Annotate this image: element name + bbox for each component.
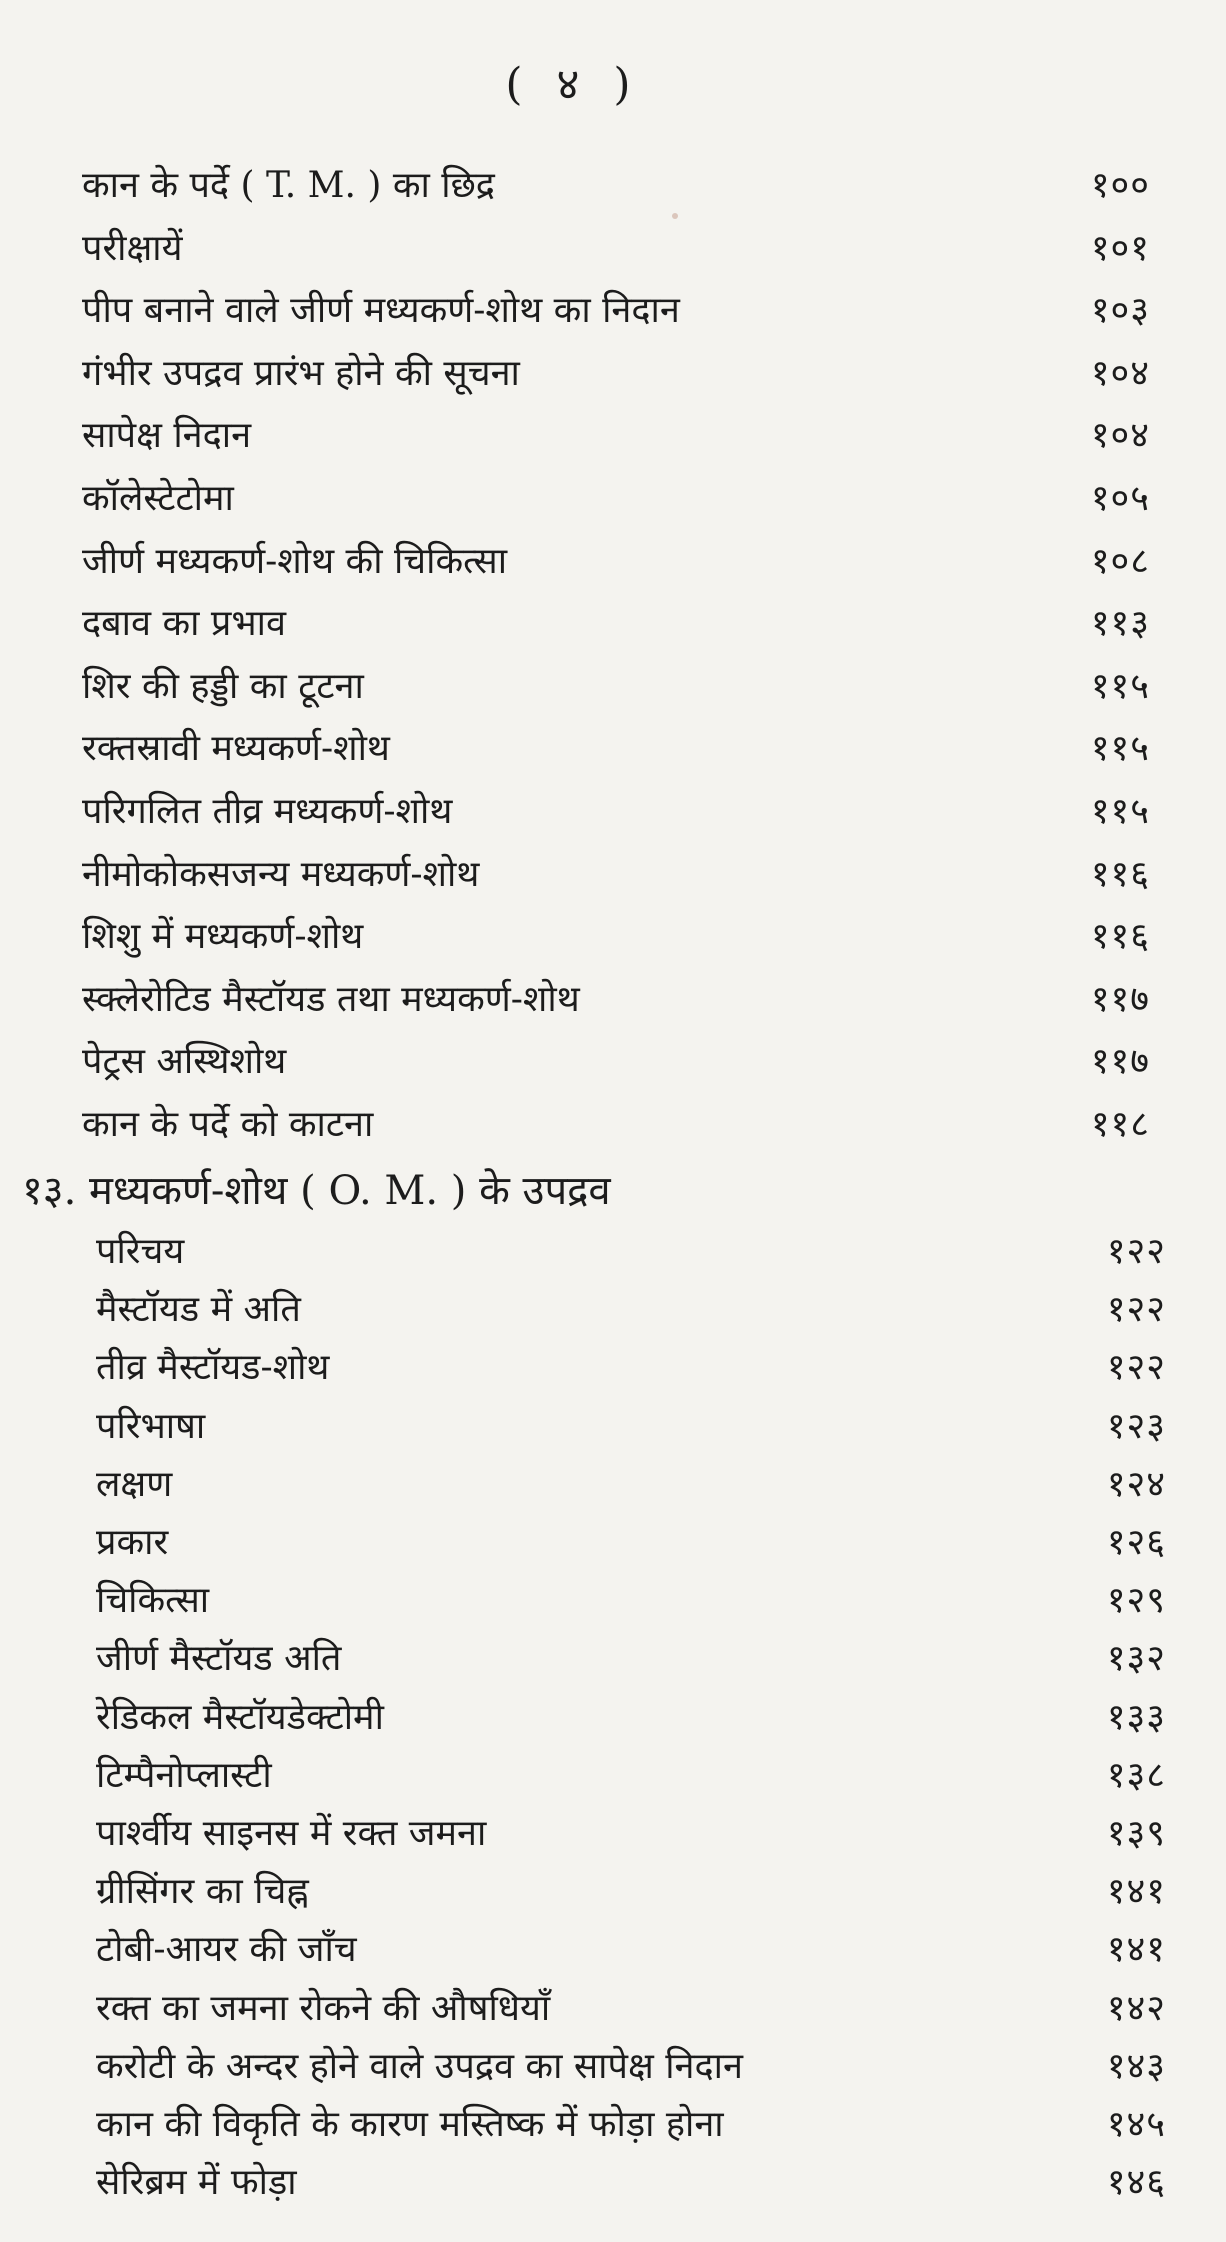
toc-entry	[96, 2039, 1166, 2095]
toc-entry-page: १४२	[1106, 1987, 1166, 2029]
toc-entry	[96, 1690, 1166, 1746]
toc-entry-page: १०३	[1090, 290, 1150, 332]
toc-entry	[82, 721, 1150, 777]
toc-entry-page: १२२	[1106, 1347, 1166, 1389]
toc-entry	[96, 1864, 1166, 1920]
toc-entry-page: ११५	[1090, 791, 1150, 832]
toc-entry-page: १४१	[1106, 1929, 1166, 1971]
toc-entry-title: शिशु में मध्यकर्ण-शोथ	[82, 916, 364, 958]
toc-entry-title: सापेक्ष निदान	[82, 415, 252, 457]
toc-entry-page: १०४	[1090, 352, 1150, 394]
toc-entry	[82, 158, 1150, 214]
toc-entry-page: १०५	[1090, 478, 1150, 519]
toc-entry-title: करोटी के अन्दर होने वाले उपद्रव का सापेक्ष निदान	[96, 2045, 743, 2087]
toc-entry	[82, 346, 1150, 402]
toc-entry	[96, 1340, 1166, 1396]
toc-entry-title: चिकित्सा	[96, 1580, 210, 1622]
toc-entry-page: १४६	[1106, 2162, 1166, 2204]
toc-entry-page: ११८	[1090, 1104, 1150, 1145]
toc-entry	[96, 1748, 1166, 1804]
toc-entry-title: कान के पर्दे ( T. M. ) का छिद्र	[82, 165, 495, 206]
toc-entry	[96, 1631, 1166, 1687]
toc-entry-page: १४३	[1106, 2045, 1166, 2087]
toc-entry-title: ग्रीसिंगर का चिह्न	[96, 1871, 309, 1913]
toc-entry	[96, 1515, 1166, 1571]
toc-entry-title: दबाव का प्रभाव	[82, 603, 287, 645]
section-heading-13: १३. मध्यकर्ण-शोथ ( O. M. ) के उपद्रव	[22, 1168, 611, 1214]
toc-entry	[82, 471, 1150, 527]
toc-entry-page: १२६	[1106, 1522, 1166, 1563]
toc-entry	[82, 283, 1150, 339]
toc-entry-page: ११५	[1090, 728, 1150, 770]
toc-entry-title: जीर्ण मध्यकर्ण-शोथ की चिकित्सा	[82, 540, 508, 582]
toc-entry-title: परिगलित तीव्र मध्यकर्ण-शोथ	[82, 791, 453, 832]
toc-entry	[82, 659, 1150, 715]
page-number: ( ४ )	[505, 59, 641, 110]
toc-entry-page: १०४	[1090, 415, 1150, 457]
toc-entry	[82, 534, 1150, 590]
toc-entry	[82, 408, 1150, 464]
toc-entry-page: १०१	[1090, 227, 1150, 269]
toc-entry-page: १४१	[1106, 1871, 1166, 1913]
toc-entry	[96, 1981, 1166, 2037]
toc-entry	[96, 1806, 1166, 1862]
toc-entry-page: १३९	[1106, 1813, 1166, 1854]
toc-entry	[82, 596, 1150, 652]
toc-entry-title: नीमोकोकसजन्य मध्यकर्ण-शोथ	[82, 853, 480, 895]
toc-entry-page: १२४	[1106, 1463, 1166, 1505]
toc-entry	[96, 1282, 1166, 1338]
toc-entry	[96, 1922, 1166, 1978]
toc-entry-title: परिभाषा	[96, 1405, 206, 1447]
toc-entry	[82, 1097, 1150, 1153]
toc-entry	[82, 972, 1150, 1028]
toc-entry-page: ११७	[1090, 978, 1150, 1020]
toc-entry	[96, 1399, 1166, 1455]
toc-entry-title: मैस्टॉयड में अति	[96, 1289, 301, 1331]
toc-entry	[96, 2097, 1166, 2153]
toc-entry-page: १२३	[1106, 1405, 1166, 1447]
toc-entry-title: पेट्रस अस्थिशोथ	[82, 1041, 287, 1083]
toc-entry	[96, 1457, 1166, 1513]
toc-entry-title: पार्श्वीय साइनस में रक्त जमना	[96, 1813, 487, 1854]
paper-speck	[672, 213, 678, 219]
toc-entry-title: जीर्ण मैस्टॉयड अति	[96, 1638, 342, 1680]
toc-entry-title: कान के पर्दे को काटना	[82, 1104, 374, 1145]
toc-entry-page: १३३	[1106, 1696, 1166, 1738]
toc-entry-title: स्क्लेरोटिड मैस्टॉयड तथा मध्यकर्ण-शोथ	[82, 978, 580, 1020]
toc-entry-page: ११७	[1090, 1041, 1150, 1083]
toc-entry-title: शिर की हड्डी का टूटना	[82, 665, 364, 707]
toc-entry-title: लक्षण	[96, 1463, 173, 1505]
toc-entry-page: १४५	[1106, 2104, 1166, 2145]
toc-entry-page: ११६	[1090, 853, 1150, 895]
toc-entry-title: कॉलेस्टेटोमा	[82, 478, 234, 519]
toc-entry-page: ११६	[1090, 916, 1150, 958]
toc-entry-page: १००	[1090, 165, 1150, 206]
toc-entry-title: गंभीर उपद्रव प्रारंभ होने की सूचना	[82, 352, 520, 394]
toc-entry-page: १३८	[1106, 1754, 1166, 1796]
toc-entry-title: तीव्र मैस्टॉयड-शोथ	[96, 1347, 330, 1389]
toc-entry	[96, 1573, 1166, 1629]
toc-entry-title: टोबी-आयर की जाँच	[96, 1929, 357, 1971]
toc-entry-title: सेरिब्रम में फोड़ा	[96, 2162, 297, 2204]
toc-entry	[82, 847, 1150, 903]
toc-entry-page: १२२	[1106, 1289, 1166, 1331]
toc-entry-title: पीप बनाने वाले जीर्ण मध्यकर्ण-शोथ का निदान	[82, 290, 680, 332]
toc-entry-page: १३२	[1106, 1638, 1166, 1680]
toc-entry-page: १२९	[1106, 1580, 1166, 1622]
toc-entry-title: परीक्षायें	[82, 227, 183, 269]
toc-entry-page: ११३	[1090, 603, 1150, 645]
toc-entry	[96, 2155, 1166, 2211]
toc-entry	[82, 221, 1150, 277]
toc-entry-title: परिचय	[96, 1231, 185, 1272]
toc-entry-title: रक्त का जमना रोकने की औषधियाँ	[96, 1987, 551, 2029]
toc-entry-page: १०८	[1090, 540, 1150, 582]
toc-entry	[82, 909, 1150, 965]
toc-entry-page: १२२	[1106, 1231, 1166, 1272]
toc-entry-page: ११५	[1090, 665, 1150, 707]
toc-entry-title: रक्तस्रावी मध्यकर्ण-शोथ	[82, 728, 390, 770]
toc-entry-title: रेडिकल मैस्टॉयडेक्टोमी	[96, 1696, 384, 1738]
toc-entry	[96, 1224, 1166, 1280]
toc-entry-title: प्रकार	[96, 1522, 169, 1563]
toc-entry-title: कान की विकृति के कारण मस्तिष्क में फोड़ा होना	[96, 2104, 724, 2145]
toc-entry	[82, 784, 1150, 840]
toc-entry	[82, 1034, 1150, 1090]
toc-entry-title: टिम्पैनोप्लास्टी	[96, 1754, 272, 1796]
